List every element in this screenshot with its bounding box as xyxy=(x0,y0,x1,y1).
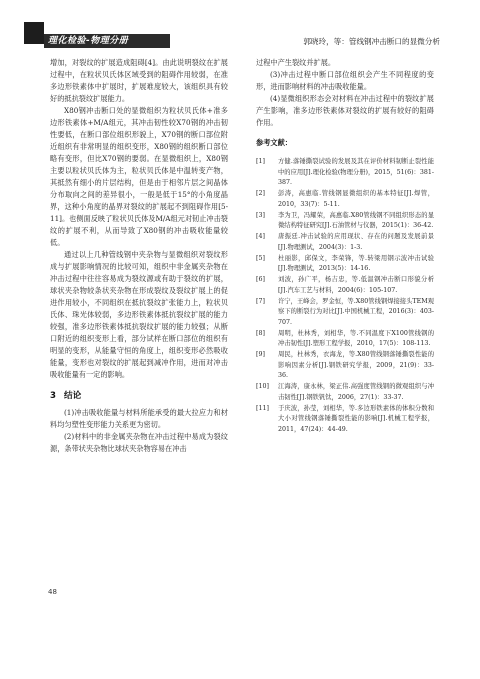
conclusion-item: (3)冲击过程中断口部位组织会产生不同程度的变形，进而影响材料的冲击吸收能量。 xyxy=(256,70,434,91)
reference-list xyxy=(256,157,434,435)
section-heading xyxy=(50,390,228,402)
reference-item xyxy=(256,382,434,403)
conclusion-item: (2)材料中的非金属夹杂物在冲击过程中易成为裂纹源，条带状夹杂物比球状夹杂物容易在冲击 xyxy=(50,432,228,453)
reference-number: [5] xyxy=(256,254,265,262)
reference-text: 唐振廷.冲击试验的应用现状、存在的问题及发展前景[J].物理测试，2004(3)：1-3. xyxy=(278,233,434,251)
journal-logo-block xyxy=(24,22,44,44)
reference-item xyxy=(256,404,434,436)
reference-item xyxy=(256,211,434,232)
reference-number: [4] xyxy=(256,233,265,240)
reference-text: 江海涛，康永林，梁正伟.高强度管线钢的微观组织与冲击韧性[J].钢铁钒钛，2006，27(1)：33-37. xyxy=(278,383,434,401)
reference-text: 李为卫，冯耀荣，高惠临.X80管线钢不同组织形态的显微结构特征研究[J].石油管材与仪器，2015(1)：36-42. xyxy=(278,211,434,229)
reference-number: [8] xyxy=(256,329,265,337)
reference-text: 许宁，王峰会，罗金恒，等.X80管线钢焊接接头TEM观察下的断裂行为对比[J].中国机械工程，2016(3)：403-707. xyxy=(278,297,434,326)
journal-name: 理化检验-物理分册 xyxy=(48,36,129,46)
reference-item xyxy=(256,297,434,329)
section-number: 3 xyxy=(50,391,56,401)
reference-number: [6] xyxy=(256,276,265,283)
reference-item xyxy=(256,189,434,210)
conclusion-item: (1)冲击吸收能量与材料所能承受的最大拉应力和材料均匀塑性变形能力关系更为密切。 xyxy=(50,408,228,429)
reference-item xyxy=(256,329,434,350)
paragraph: 通过以上几种管线钢中夹杂物与显微组织对裂纹形成与扩展影响情况的比较可知，组织中非金属夹杂物在冲击过程中往往容易成为裂纹源或有助于裂纹的扩展，球状夹杂物较条状夹杂物在形成裂纹及裂纹扩展上的促进作用较小，不同组织在抵抗裂纹扩张能力上，粒状贝氏体、珠光体较弱，多边形铁素体抵抗裂纹扩展的能力较强，准多边形铁素体抵抗裂纹扩展的能力较强；从断口附近的组织变形上看，部分试样在断口部位的组织有明显的变形，从能量守恒的角度上，组织变形必然吸收能量，变形也对裂纹的扩展起到减冲作用，进而对冲击吸收能量有一定的影响。 xyxy=(50,250,228,379)
reference-item xyxy=(256,232,434,253)
reference-item xyxy=(256,157,434,189)
paragraph: X80钢冲击断口处的显微组织为粒状贝氏体+准多边形铁素体+M/A组元，其冲击韧性较X70钢的冲击韧性要低，在断口部位组织形貌上，X70钢的断口部位附近组织有非常明显的组织变形，X80钢的组织断口部位略有变形，但比X70钢的要弱。在显微组织上，X80钢主要以粒状贝氏体为主，粒状贝氏体是中温转变产物，其抵然有细小的片层结构，但是由于相邻片层之间晶体分布取向之间的差异很小，一般是低于15°的小角度晶界，这种小角度的晶界对裂纹的扩展起不到阻碍作用[5-11]。也侧面反映了粒状贝氏体及M/A组元对韧止冲击裂纹的扩展不利，从而导致了X80钢的冲击吸收能量较低。 xyxy=(50,106,228,247)
reference-number: [10] xyxy=(256,383,269,390)
reference-number: [11] xyxy=(256,404,269,412)
section-title: 结论 xyxy=(63,391,82,401)
reference-item xyxy=(256,350,434,382)
page-number: 48 xyxy=(48,588,57,596)
references-heading: 参考文献： xyxy=(256,138,292,147)
conclusion-item: (4)显微组织形态会对材料在冲击过程中的裂纹扩展产生影响，准多边形铁素体对裂纹的扩展有较好的阻碍作用。 xyxy=(256,94,434,127)
reference-number: [3] xyxy=(256,211,265,219)
reference-number: [2] xyxy=(256,190,265,197)
reference-text: 周民，杜林秀，衣海龙，等.X80管线钢落锤撕裂性能的影响因素分析[J].钢铁研究学报，2009，21(9)：33-36. xyxy=(278,351,434,379)
right-column xyxy=(256,57,434,436)
reference-item xyxy=(256,275,434,296)
reference-text: 杜丽影，邱保文，李荣锋，等.转梁用钢示波冲击试验[J].物理测试，2013(5)：14-16. xyxy=(278,254,434,272)
reference-number: [7] xyxy=(256,297,265,305)
reference-text: 方健.落锤撕裂试验的发展及其在评价材料韧断止裂性能中的应用[J].理化检验(物理分册)，2015，51(6)：381-387. xyxy=(278,158,434,186)
paragraph: 增加，对裂纹的扩展造成阻碍[4]。由此说明裂纹在扩展过程中，在粒状贝氏体区域受到的阻碍作用较弱，在准多边形铁素体中扩展时，扩展难度较大，该组织具有较好的抵抗裂纹扩展能力。 xyxy=(50,58,228,103)
reference-text: 刘波，孙广平，杨吉忠，等.低温钢冲击断口形貌分析[J].汽车工艺与材料，2004(6)：105-107. xyxy=(278,276,434,294)
reference-number: [9] xyxy=(256,351,265,358)
page-header xyxy=(0,0,480,52)
reference-number: [1] xyxy=(256,158,265,165)
left-column xyxy=(50,57,228,455)
conclusion-item: 过程中产生裂纹并扩展。 xyxy=(256,58,336,67)
running-head: 郭晓玲，等：管线钢冲击断口的显微分析 xyxy=(303,37,440,46)
reference-text: 彭涛，高惠临.管线钢显微组织的基本特征[J].焊管，2010，33(7)：5-11. xyxy=(278,190,434,208)
reference-text: 周明，杜林秀，刘相华，等.不同温度下X100管线钢的冲击韧性[J].塑形工程学报，2010，17(5)：108-113. xyxy=(278,329,434,347)
reference-text: 于庆波，孙莹，刘相华，等.多边形铁素体的体积分数和大小对管线钢落锤撕裂性能的影响[J].机械工程学报，2011，47(24)：44-49. xyxy=(278,404,434,433)
reference-item xyxy=(256,254,434,275)
